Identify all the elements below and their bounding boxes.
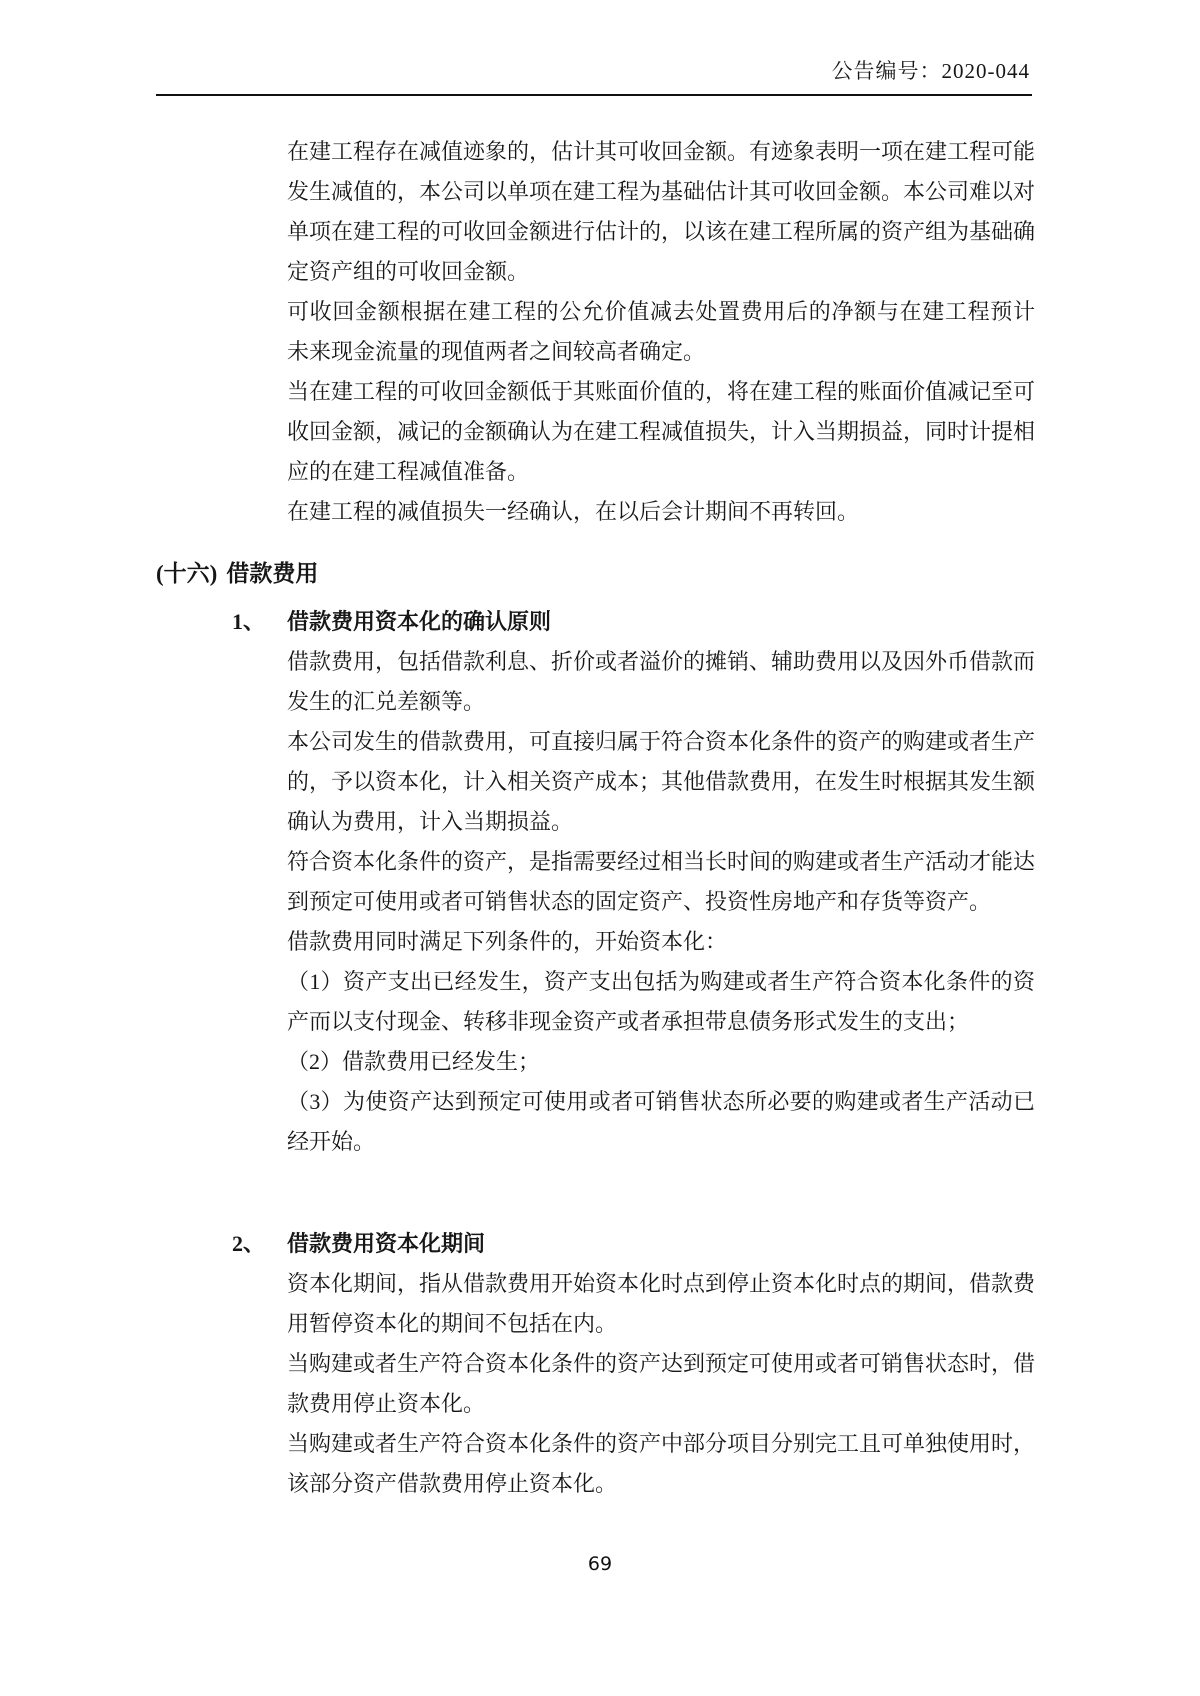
- paragraph: [287, 962, 1035, 1042]
- paragraph: [287, 1344, 1035, 1424]
- text-line: 符合资本化条件的资产，是指需要经过相当长时间的购建或者生产活动才能达: [287, 849, 1035, 874]
- doc-number: 公告编号：2020-044: [831, 59, 1030, 83]
- page-number: 69: [587, 1553, 613, 1575]
- section-title: 借款费用: [226, 561, 319, 586]
- text-line: 发生减值的，本公司以单项在建工程为基础估计其可收回金额。本公司难以对: [287, 179, 1035, 204]
- paragraph: [287, 132, 1035, 292]
- section-heading: [156, 554, 1200, 594]
- paragraph: [287, 492, 1035, 532]
- text-line: 应的在建工程减值准备。: [287, 459, 530, 484]
- page-header: [0, 0, 1030, 86]
- text-line: 在建工程存在减值迹象的，估计其可收回金额。有迹象表明一项在建工程可能: [287, 139, 1035, 164]
- text-line: 确认为费用，计入当期损益。: [287, 809, 574, 834]
- paragraph: [287, 292, 1035, 372]
- subsection-number: 1、: [232, 609, 266, 634]
- subsections: [0, 602, 1200, 1504]
- paragraph: [287, 922, 1035, 962]
- text-line: （3）为使资产达到预定可使用或者可销售状态所必要的购建或者生产活动已: [287, 1089, 1035, 1114]
- header-rule: [156, 94, 1032, 96]
- paragraph: [287, 1042, 1035, 1082]
- intro-paragraphs: [287, 132, 1035, 532]
- text-line: 借款费用，包括借款利息、折价或者溢价的摊销、辅助费用以及因外币借款而: [287, 649, 1035, 674]
- subsection: [0, 1224, 1200, 1504]
- text-line: （2）借款费用已经发生；: [287, 1049, 541, 1074]
- text-line: 当在建工程的可收回金额低于其账面价值的，将在建工程的账面价值减记至可: [287, 379, 1035, 404]
- text-line: 资本化期间，指从借款费用开始资本化时点到停止资本化时点的期间，借款费: [287, 1271, 1035, 1296]
- text-line: 可收回金额根据在建工程的公允价值减去处置费用后的净额与在建工程预计: [287, 299, 1035, 324]
- paragraph: [287, 1082, 1035, 1162]
- text-line: 款费用停止资本化。: [287, 1391, 486, 1416]
- paragraph: [287, 372, 1035, 492]
- paragraph: [287, 1424, 1035, 1504]
- text-line: 的，予以资本化，计入相关资产成本；其他借款费用，在发生时根据其发生额: [287, 769, 1035, 794]
- text-line: 该部分资产借款费用停止资本化。: [287, 1471, 618, 1496]
- paragraph: [287, 722, 1035, 842]
- paragraph: [287, 642, 1035, 722]
- text-line: 经开始。: [287, 1129, 376, 1154]
- text-line: 当购建或者生产符合资本化条件的资产中部分项目分别完工且可单独使用时，: [287, 1431, 1035, 1456]
- subsection-number: 2、: [232, 1231, 266, 1256]
- text-line: 未来现金流量的现值两者之间较高者确定。: [287, 339, 706, 364]
- text-line: 借款费用同时满足下列条件的，开始资本化：: [287, 929, 728, 954]
- page-footer: [0, 1550, 1200, 1578]
- paragraph: [287, 842, 1035, 922]
- text-line: 发生的汇兑差额等。: [287, 689, 486, 714]
- paragraph: [287, 1264, 1035, 1344]
- subsection: [0, 602, 1200, 1162]
- subsection-heading: [232, 602, 1200, 642]
- text-line: 当购建或者生产符合资本化条件的资产达到预定可使用或者可销售状态时，借: [287, 1351, 1035, 1376]
- text-line: 产而以支付现金、转移非现金资产或者承担带息债务形式发生的支出；: [287, 1009, 970, 1034]
- text-line: 单项在建工程的可收回金额进行估计的，以该在建工程所属的资产组为基础确: [287, 219, 1035, 244]
- subsection-body: [287, 1264, 1035, 1504]
- subsection-heading: [232, 1224, 1200, 1264]
- subsection-title: 借款费用资本化的确认原则: [287, 609, 552, 634]
- text-line: （1）资产支出已经发生，资产支出包括为购建或者生产符合资本化条件的资: [287, 969, 1035, 994]
- section-number: (十六): [156, 561, 218, 586]
- subsection-body: [287, 642, 1035, 1162]
- text-line: 在建工程的减值损失一经确认，在以后会计期间不再转回。: [287, 499, 860, 524]
- text-line: 到预定可使用或者可销售状态的固定资产、投资性房地产和存货等资产。: [287, 889, 992, 914]
- text-line: 定资产组的可收回金额。: [287, 259, 530, 284]
- text-line: 用暂停资本化的期间不包括在内。: [287, 1311, 618, 1336]
- subsection-title: 借款费用资本化期间: [287, 1231, 486, 1256]
- text-line: 本公司发生的借款费用，可直接归属于符合资本化条件的资产的购建或者生产: [287, 729, 1035, 754]
- text-line: 收回金额，减记的金额确认为在建工程减值损失，计入当期损益，同时计提相: [287, 419, 1035, 444]
